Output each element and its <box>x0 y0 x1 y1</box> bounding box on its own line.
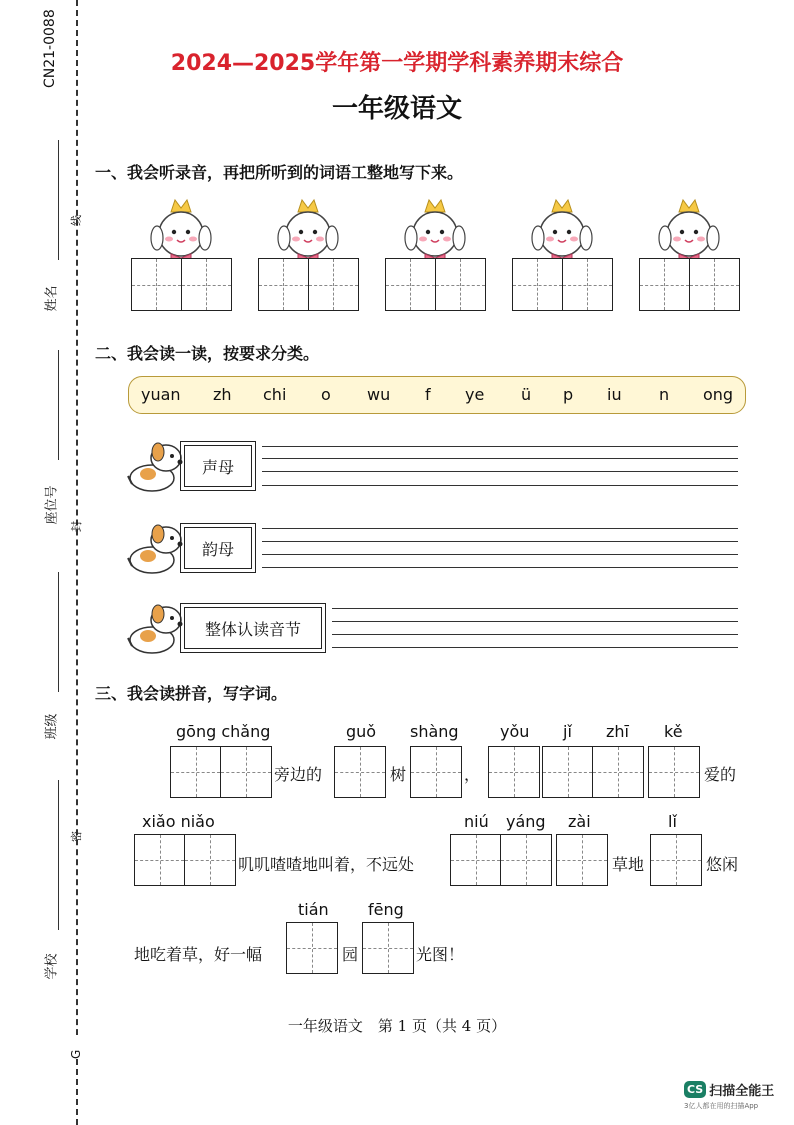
pinyin-label: lǐ <box>668 812 677 831</box>
pinyin-label: yǒu <box>500 722 530 741</box>
syllable: n <box>659 385 670 404</box>
answer-line <box>262 567 738 568</box>
syllable: ye <box>465 385 485 404</box>
answer-line <box>262 554 738 555</box>
writing-grid[interactable] <box>131 258 232 311</box>
mark-feng: 封 <box>70 521 83 532</box>
syllable: p <box>563 385 574 404</box>
answer-line <box>332 647 738 648</box>
princess-mascot-icon <box>401 198 471 264</box>
school-label: 学校 <box>44 953 60 980</box>
writing-grid[interactable] <box>170 746 272 798</box>
mark-g: G <box>69 1035 83 1059</box>
sentence-text: 旁边的 <box>274 765 323 784</box>
sentence-text: 树 <box>390 765 407 784</box>
q1-heading: 一、我会听录音，再把所听到的词语工整地写下来。 <box>95 163 464 182</box>
syllable: o <box>321 385 331 404</box>
writing-grid[interactable] <box>410 746 462 798</box>
answer-line <box>262 485 738 486</box>
writing-grid[interactable] <box>488 746 540 798</box>
pinyin-label: jǐ <box>563 722 572 741</box>
pinyin-label: guǒ <box>346 722 377 741</box>
writing-grid[interactable] <box>258 258 359 311</box>
writing-grid[interactable] <box>286 922 338 974</box>
syllable: yuan <box>141 385 181 404</box>
writing-grid[interactable] <box>556 834 608 886</box>
writing-grid[interactable] <box>542 746 644 798</box>
class-label: 班级 <box>44 713 60 740</box>
syllable: chi <box>263 385 287 404</box>
name-label: 姓名 <box>44 285 60 312</box>
writing-grid[interactable] <box>450 834 552 886</box>
writing-grid[interactable] <box>134 834 236 886</box>
answer-line <box>332 608 738 609</box>
princess-mascot-icon <box>147 198 217 264</box>
pinyin-label: zhī <box>606 722 629 741</box>
scanner-logo <box>684 1080 774 1111</box>
sentence-text: 爱的 <box>704 765 737 784</box>
sentence-text: 叽叽喳喳地叫着，不远处 <box>238 855 415 874</box>
dog-icon <box>126 602 188 658</box>
sentence-text: 地吃着草，好一幅 <box>134 945 263 964</box>
answer-line <box>332 621 738 622</box>
pinyin-label: gōng chǎng <box>176 722 271 741</box>
answer-line <box>262 541 738 542</box>
princess-mascot-icon <box>528 198 598 264</box>
answer-line <box>332 634 738 635</box>
dog-icon <box>126 522 188 578</box>
page-footer: 一年级语文 第 1 页（共 4 页） <box>287 1017 507 1035</box>
sentence-text: 悠闲 <box>706 855 739 874</box>
syllable: ü <box>521 385 532 404</box>
sentence-text: ， <box>464 765 481 784</box>
category-zhengti: 整体认读音节 <box>184 607 322 649</box>
syllable: iu <box>607 385 622 404</box>
writing-grid[interactable] <box>512 258 613 311</box>
binding-dashed-line <box>76 0 78 1125</box>
writing-grid[interactable] <box>650 834 702 886</box>
seat-label: 座位号 <box>44 485 60 525</box>
scanner-name: 扫描全能王 <box>709 1084 775 1099</box>
mark-xian: 线 <box>70 215 83 226</box>
subject-title: 一年级语文 <box>331 94 462 124</box>
writing-grid[interactable] <box>639 258 740 311</box>
princess-mascot-icon <box>274 198 344 264</box>
syllable: wu <box>367 385 391 404</box>
answer-line <box>262 458 738 459</box>
writing-grid[interactable] <box>334 746 386 798</box>
pinyin-label: tián <box>298 900 329 919</box>
category-shengmu: 声母 <box>184 445 252 487</box>
writing-grid[interactable] <box>648 746 700 798</box>
q2-heading: 二、我会读一读，按要求分类。 <box>95 344 320 363</box>
school-line <box>58 780 59 930</box>
dog-icon <box>126 440 188 496</box>
answer-line <box>262 446 738 447</box>
mark-mi: 密 <box>70 831 83 842</box>
pinyin-label: kě <box>664 722 683 741</box>
writing-grid[interactable] <box>362 922 414 974</box>
q3-heading: 三、我会读拼音，写字词。 <box>95 684 288 703</box>
seat-line <box>58 350 59 460</box>
cs-badge-icon: CS <box>684 1081 706 1098</box>
pinyin-bar <box>128 376 746 414</box>
category-yunmu: 韵母 <box>184 527 252 569</box>
pinyin-label: fēng <box>368 900 404 919</box>
pinyin-label: zài <box>568 812 591 831</box>
syllable: zh <box>213 385 232 404</box>
sentence-text: 园 <box>342 945 359 964</box>
syllable: ong <box>703 385 734 404</box>
paper-code: CN21-0088 <box>42 9 58 88</box>
syllable: f <box>425 385 431 404</box>
writing-grid[interactable] <box>385 258 486 311</box>
answer-line <box>262 528 738 529</box>
name-line <box>58 140 59 260</box>
princess-mascot-icon <box>655 198 725 264</box>
pinyin-label: shàng <box>410 722 459 741</box>
sentence-text: 草地 <box>612 855 645 874</box>
pinyin-label: yáng <box>506 812 546 831</box>
pinyin-label: niú <box>464 812 489 831</box>
answer-line <box>262 471 738 472</box>
pinyin-label: xiǎo niǎo <box>142 812 215 831</box>
class-line <box>58 572 59 692</box>
scanner-tagline: 3亿人都在用的扫描App <box>684 1102 759 1110</box>
sentence-text: 光图！ <box>416 945 465 964</box>
exam-title: 2024—2025学年第一学期学科素养期末综合 <box>170 51 624 76</box>
